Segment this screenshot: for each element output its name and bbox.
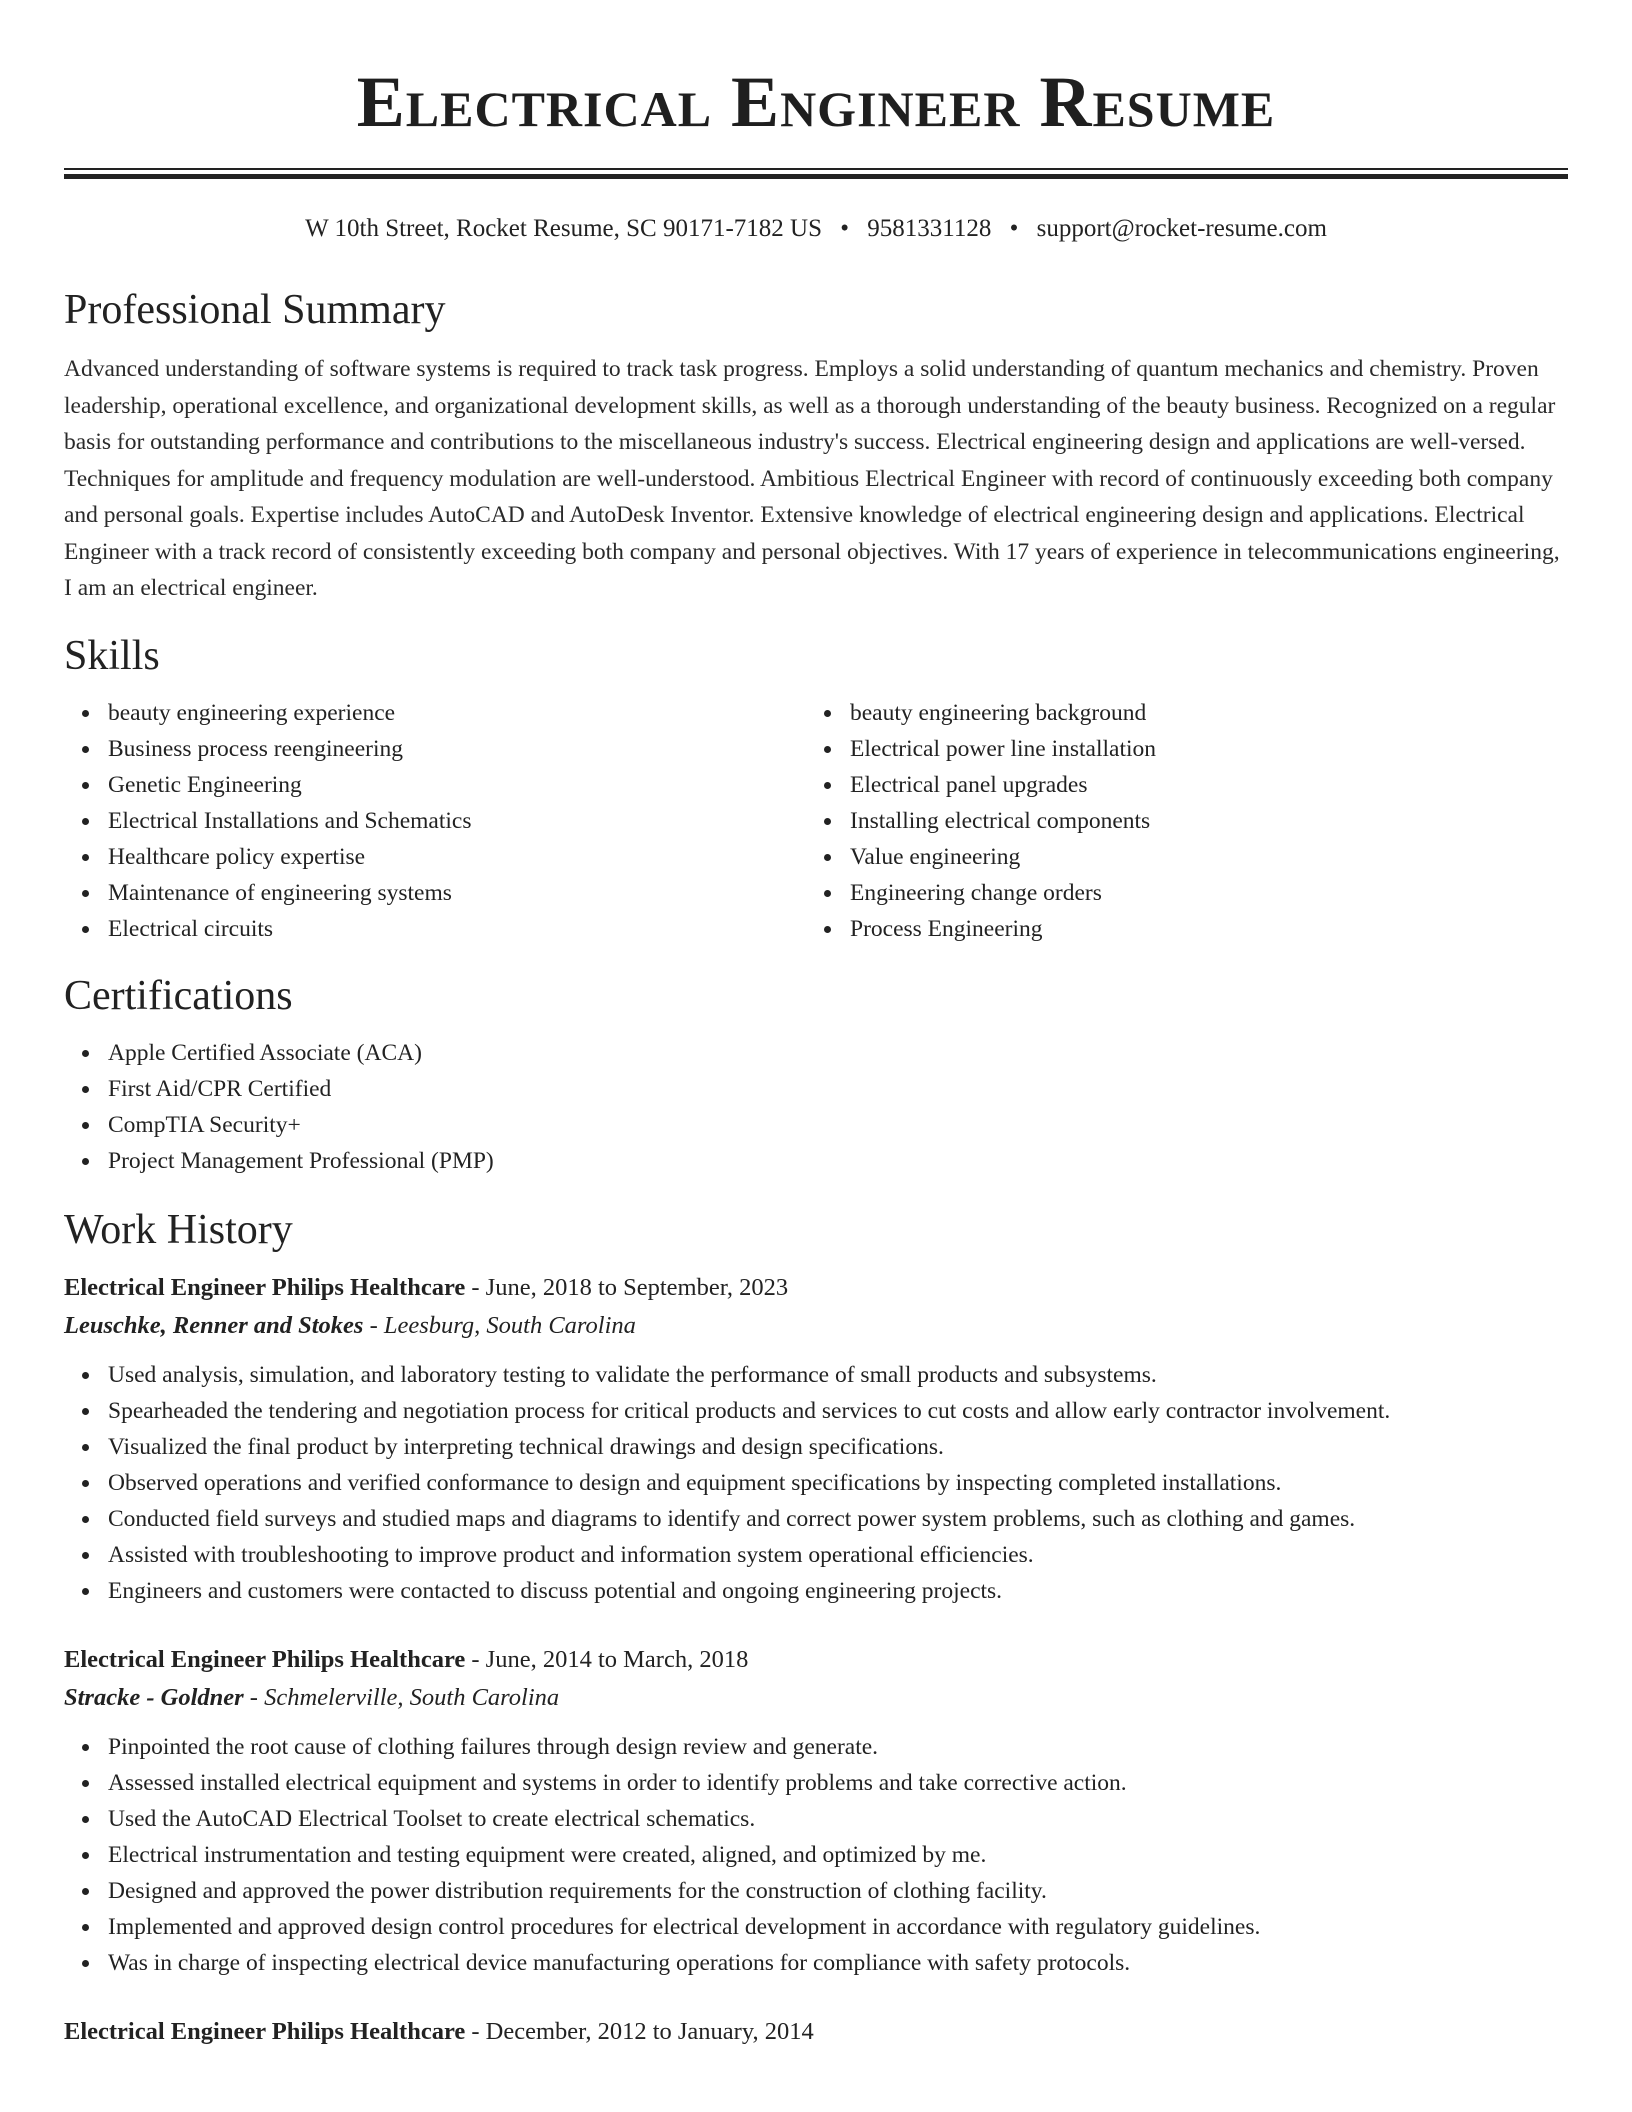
job-company-line (64, 1679, 1568, 1717)
resume-page (64, 0, 1568, 2051)
job-bullet: Was in charge of inspecting electrical device manufacturing operations for compliance with safety protocols. (64, 1945, 1568, 1981)
skill-item: Genetic Engineering (64, 767, 806, 803)
skills-list-right (806, 695, 1548, 947)
skill-item: Electrical panel upgrades (806, 767, 1548, 803)
job-location: - Schmelerville, South Carolina (243, 1683, 560, 1711)
title-rule-thin (64, 168, 1568, 170)
skills-columns (64, 695, 1568, 947)
job-dates: - June, 2018 to September, 2023 (465, 1273, 789, 1301)
summary-text: Advanced understanding of software systems is required to track task progress. Employs a solid understanding of quantum mechanics and chemistry. Proven leadership, operational excellence, and organizational development skills, as well as a thorough understanding of the beauty business. Recognized on a regular basis for outstanding performance and contributions to the miscellaneous industry's success. Electrical engineering design and applications are well-versed. Techniques for amplitude and frequency modulation are well-understood. Ambitious Electrical Engineer with record of continuously exceeding both company and personal goals. Expertise includes AutoCAD and AutoDesk Inventor. Extensive knowledge of electrical engineering design and applications. Electrical Engineer with a track record of consistently exceeding both company and personal objectives. With 17 years of experience in telecommunications engineering, I am an electrical engineer. (64, 356, 1560, 601)
contact-address: W 10th Street, Rocket Resume, SC 90171-7182 US (305, 215, 822, 242)
job-bullets (64, 1357, 1568, 1609)
skill-item: Business process reengineering (64, 731, 806, 767)
title-rule-thick (64, 174, 1568, 179)
contact-separator: • (1009, 215, 1019, 242)
contact-phone: 9581331128 (867, 215, 992, 242)
job-bullet: Used analysis, simulation, and laboratory testing to validate the performance of small products and subsystems. (64, 1357, 1568, 1393)
job-bullet: Spearheaded the tendering and negotiation process for critical products and services to cut costs and allow early contractor involvement. (64, 1393, 1568, 1429)
job-entry (64, 2013, 1568, 2051)
skill-item: beauty engineering experience (64, 695, 806, 731)
job-bullets (64, 1729, 1568, 1981)
skill-item: Electrical Installations and Schematics (64, 803, 806, 839)
job-bullet: Implemented and approved design control procedures for electrical development in accordance with regulatory guidelines. (64, 1909, 1568, 1945)
summary-heading: Professional Summary (64, 287, 446, 333)
job-location: - Leesburg, South Carolina (363, 1311, 636, 1339)
certifications-heading: Certifications (64, 972, 293, 1019)
job-header (64, 1641, 1568, 1679)
job-bullet: Pinpointed the root cause of clothing failures through design review and generate. (64, 1729, 1568, 1765)
skill-item: Process Engineering (806, 911, 1548, 947)
certifications-list (64, 1035, 1568, 1179)
skill-item: Electrical power line installation (806, 731, 1548, 767)
skill-item: Healthcare policy expertise (64, 839, 806, 875)
job-title: Electrical Engineer Philips Healthcare (64, 1645, 466, 1673)
page-title: Electrical Engineer Resume (356, 62, 1276, 142)
certification-item: Apple Certified Associate (ACA) (64, 1035, 1568, 1071)
skill-item: Installing electrical components (806, 803, 1548, 839)
job-dates: - June, 2014 to March, 2018 (465, 1645, 749, 1673)
job-bullet: Electrical instrumentation and testing equipment were created, aligned, and optimized by me. (64, 1837, 1568, 1873)
job-bullet: Observed operations and verified conformance to design and equipment specifications by inspecting completed installations. (64, 1465, 1568, 1501)
skill-item: Value engineering (806, 839, 1548, 875)
job-bullet: Assessed installed electrical equipment and systems in order to identify problems and take corrective action. (64, 1765, 1568, 1801)
skills-list-left (64, 695, 806, 947)
skill-item: Electrical circuits (64, 911, 806, 947)
job-entry (64, 1269, 1568, 1609)
contact-line (64, 213, 1568, 245)
job-dates: - December, 2012 to January, 2014 (465, 2017, 814, 2045)
job-entry (64, 1641, 1568, 1981)
job-company: Stracke - Goldner (64, 1683, 244, 1711)
work-history-heading: Work History (64, 1206, 293, 1253)
skills-heading: Skills (64, 632, 160, 679)
contact-separator: • (840, 215, 849, 242)
job-bullet: Visualized the final product by interpreting technical drawings and design specifications. (64, 1429, 1568, 1465)
skill-item: Maintenance of engineering systems (64, 875, 806, 911)
job-header (64, 1269, 1568, 1307)
job-bullet: Assisted with troubleshooting to improve product and information system operational efficiencies. (64, 1537, 1568, 1573)
skill-item: Engineering change orders (806, 875, 1548, 911)
job-bullet: Engineers and customers were contacted to discuss potential and ongoing engineering projects. (64, 1573, 1568, 1609)
job-company-line (64, 1307, 1568, 1345)
job-title: Electrical Engineer Philips Healthcare (64, 1273, 466, 1301)
job-bullet: Used the AutoCAD Electrical Toolset to create electrical schematics. (64, 1801, 1568, 1837)
job-bullet: Designed and approved the power distribution requirements for the construction of clothing facility. (64, 1873, 1568, 1909)
skill-item: beauty engineering background (806, 695, 1548, 731)
certification-item: CompTIA Security+ (64, 1107, 1568, 1143)
job-company: Leuschke, Renner and Stokes (64, 1311, 364, 1339)
certification-item: First Aid/CPR Certified (64, 1071, 1568, 1107)
job-title: Electrical Engineer Philips Healthcare (64, 2017, 466, 2045)
job-bullet: Conducted field surveys and studied maps and diagrams to identify and correct power system problems, such as clothing and games. (64, 1501, 1568, 1537)
contact-email: support@rocket-resume.com (1036, 215, 1327, 242)
certification-item: Project Management Professional (PMP) (64, 1143, 1568, 1179)
job-header (64, 2013, 1568, 2051)
